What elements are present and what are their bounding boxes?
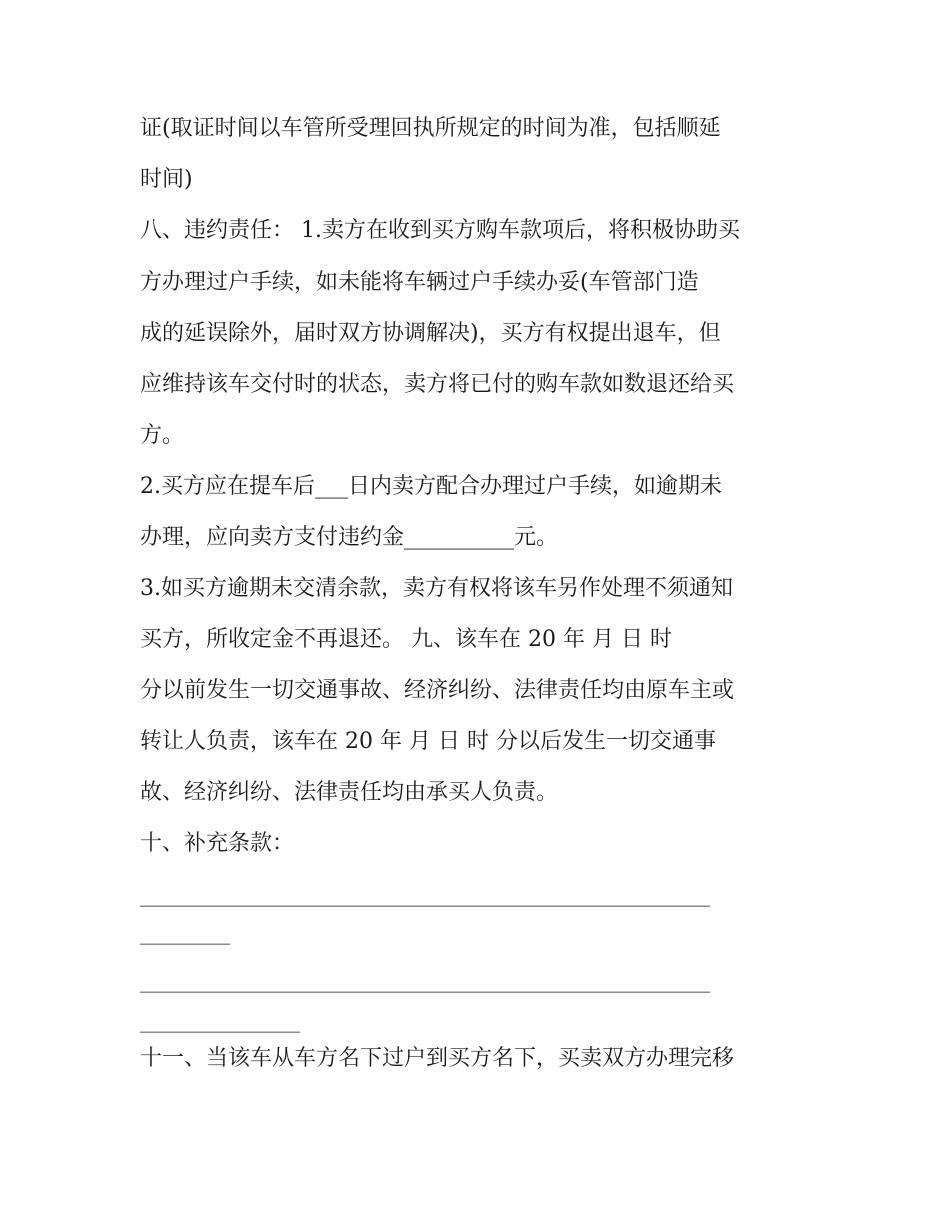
blank-line-1: _________________________________________________________: [140, 883, 710, 907]
text-line-14: 故、经济纠纷、法律责任均由承买人负责。: [140, 780, 559, 805]
text-line-7: 方。: [140, 423, 185, 448]
blank-line-2: _________: [140, 921, 230, 945]
clause-9-title: 买方，所收定金不再退还。 九、该车在 20 年 月 日 时: [140, 627, 672, 652]
text-line-1: 证(取证时间以车管所受理回执所规定的时间为准，包括顺延: [140, 116, 721, 141]
blank-line-4: ________________: [140, 1009, 300, 1033]
clause-8-item-3: 3.如买方逾期未交清余款，卖方有权将该车另作处理不须通知: [140, 576, 733, 601]
clause-10-title: 十、补充条款：: [140, 831, 295, 856]
text-line-6: 应维持该车交付时的状态，卖方将已付的购车款如数退还给买: [140, 372, 735, 397]
clause-8-item-2: 2.买方应在提车后___日内卖方配合办理过户手续，如逾期未: [140, 474, 722, 499]
text-line-4: 方办理过户手续，如未能将车辆过户手续办妥(车管部门造: [140, 270, 699, 295]
text-line-12: 分以前发生一切交通事故、经济纠纷、法律责任均由原车主或: [140, 678, 735, 703]
text-line-13: 转让人负责，该车在 20 年 月 日 时 分以后发生一切交通事: [140, 729, 716, 754]
clause-11-title: 十一、当该车从车方名下过户到买方名下，买卖双方办理完移: [140, 1046, 735, 1071]
blank-line-3: _________________________________________________________: [140, 969, 710, 993]
text-line-5: 成的延误除外，届时双方协调解决)，买方有权提出退车，但: [140, 321, 721, 346]
text-line-2: 时间): [140, 167, 193, 192]
clause-8-title: 八、违约责任： 1.卖方在收到买方购车款项后，将积极协助买: [140, 218, 740, 243]
text-line-9: 办理，应向卖方支付违约金__________元。: [140, 525, 559, 550]
